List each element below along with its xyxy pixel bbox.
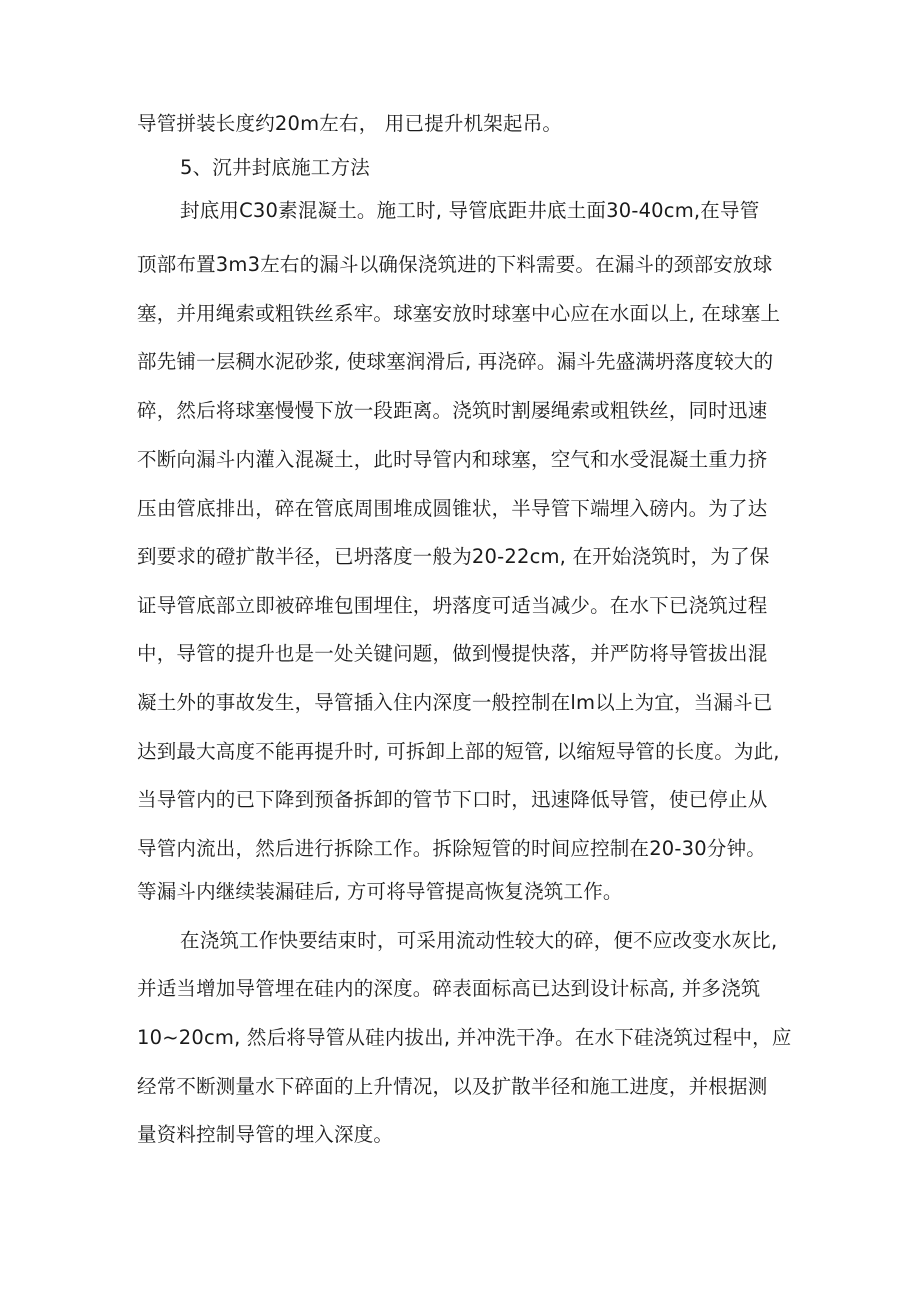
- paragraph-line-1: 导管拼装长度约20m左右， 用已提升机架起吊。: [137, 112, 563, 135]
- paragraph-line-6: 部先铺一层稠水泥砂浆, 使球塞润滑后, 再浇碎。漏斗先盛满坍落度较大的: [137, 350, 774, 373]
- paragraph-line-9: 压由管底排出，碎在管底周围堆成圆锥状，半导管下端埋入磅内。为了达: [137, 497, 768, 520]
- paragraph-line-3: 封底用C30素混凝土。施工时, 导管底距井底土面30-40cm,在导管: [180, 199, 760, 222]
- paragraph-line-14: 达到最大高度不能再提升时, 可拆卸上部的短管, 以缩短导管的长度。为此,: [137, 740, 780, 763]
- paragraph-line-10: 到要求的磴扩散半径，已坍落度一般为20-22cm, 在开始浇筑时，为了保: [137, 545, 770, 568]
- paragraph-line-12: 中，导管的提升也是一处关键问题，做到慢提快落，并严防将导管拔出混: [137, 642, 768, 665]
- paragraph-line-11: 证导管底部立即被碎堆包围埋住，坍落度可适当减少。在水下已浇筑过程: [137, 594, 768, 617]
- paragraph-line-15: 当导管内的已下降到预备拆卸的管节下口时，迅速降低导管，使已停止从: [137, 788, 768, 811]
- paragraph-line-19: 并适当增加导管埋在硅内的深度。碎表面标高已达到设计标高, 并多浇筑: [137, 977, 761, 1000]
- paragraph-line-4: 顶部布置3m3左右的漏斗以确保浇筑进的下料需要。在漏斗的颈部安放球: [137, 253, 773, 276]
- paragraph-line-16: 导管内流出，然后进行拆除工作。拆除短管的时间应控制在20-30分钟。: [137, 837, 766, 860]
- paragraph-line-21: 经常不断测量水下碎面的上升情况，以及扩散半径和施工进度，并根据测: [137, 1075, 768, 1098]
- paragraph-line-7: 碎，然后将球塞慢慢下放一段距离。浇筑时割屡绳索或粗铁丝，同时迅速: [137, 399, 768, 422]
- paragraph-line-18: 在浇筑工作快要结束时，可采用流动性较大的碎，便不应改变水灰比,: [180, 929, 778, 952]
- paragraph-line-22: 量资料控制导管的埋入深度。: [137, 1123, 394, 1146]
- paragraph-line-13: 凝土外的事故发生，导管插入住内深度一般控制在lm以上为宜，当漏斗已: [137, 691, 773, 714]
- section-heading: 5、沉井封底施工方法: [180, 156, 370, 179]
- paragraph-line-5: 塞，并用绳索或粗铁丝系牢。球塞安放时球塞中心应在水面以上, 在球塞上: [137, 302, 781, 325]
- paragraph-line-8: 不断向漏斗内灌入混凝土，此时导管内和球塞，空气和水受混凝土重力挤: [137, 448, 768, 471]
- paragraph-line-20: 10~20cm, 然后将导管从硅内拔出, 并冲洗干净。在水下硅浇筑过程中，应: [137, 1026, 792, 1049]
- paragraph-line-17: 等漏斗内继续装漏硅后, 方可将导管提高恢复浇筑工作。: [137, 880, 623, 903]
